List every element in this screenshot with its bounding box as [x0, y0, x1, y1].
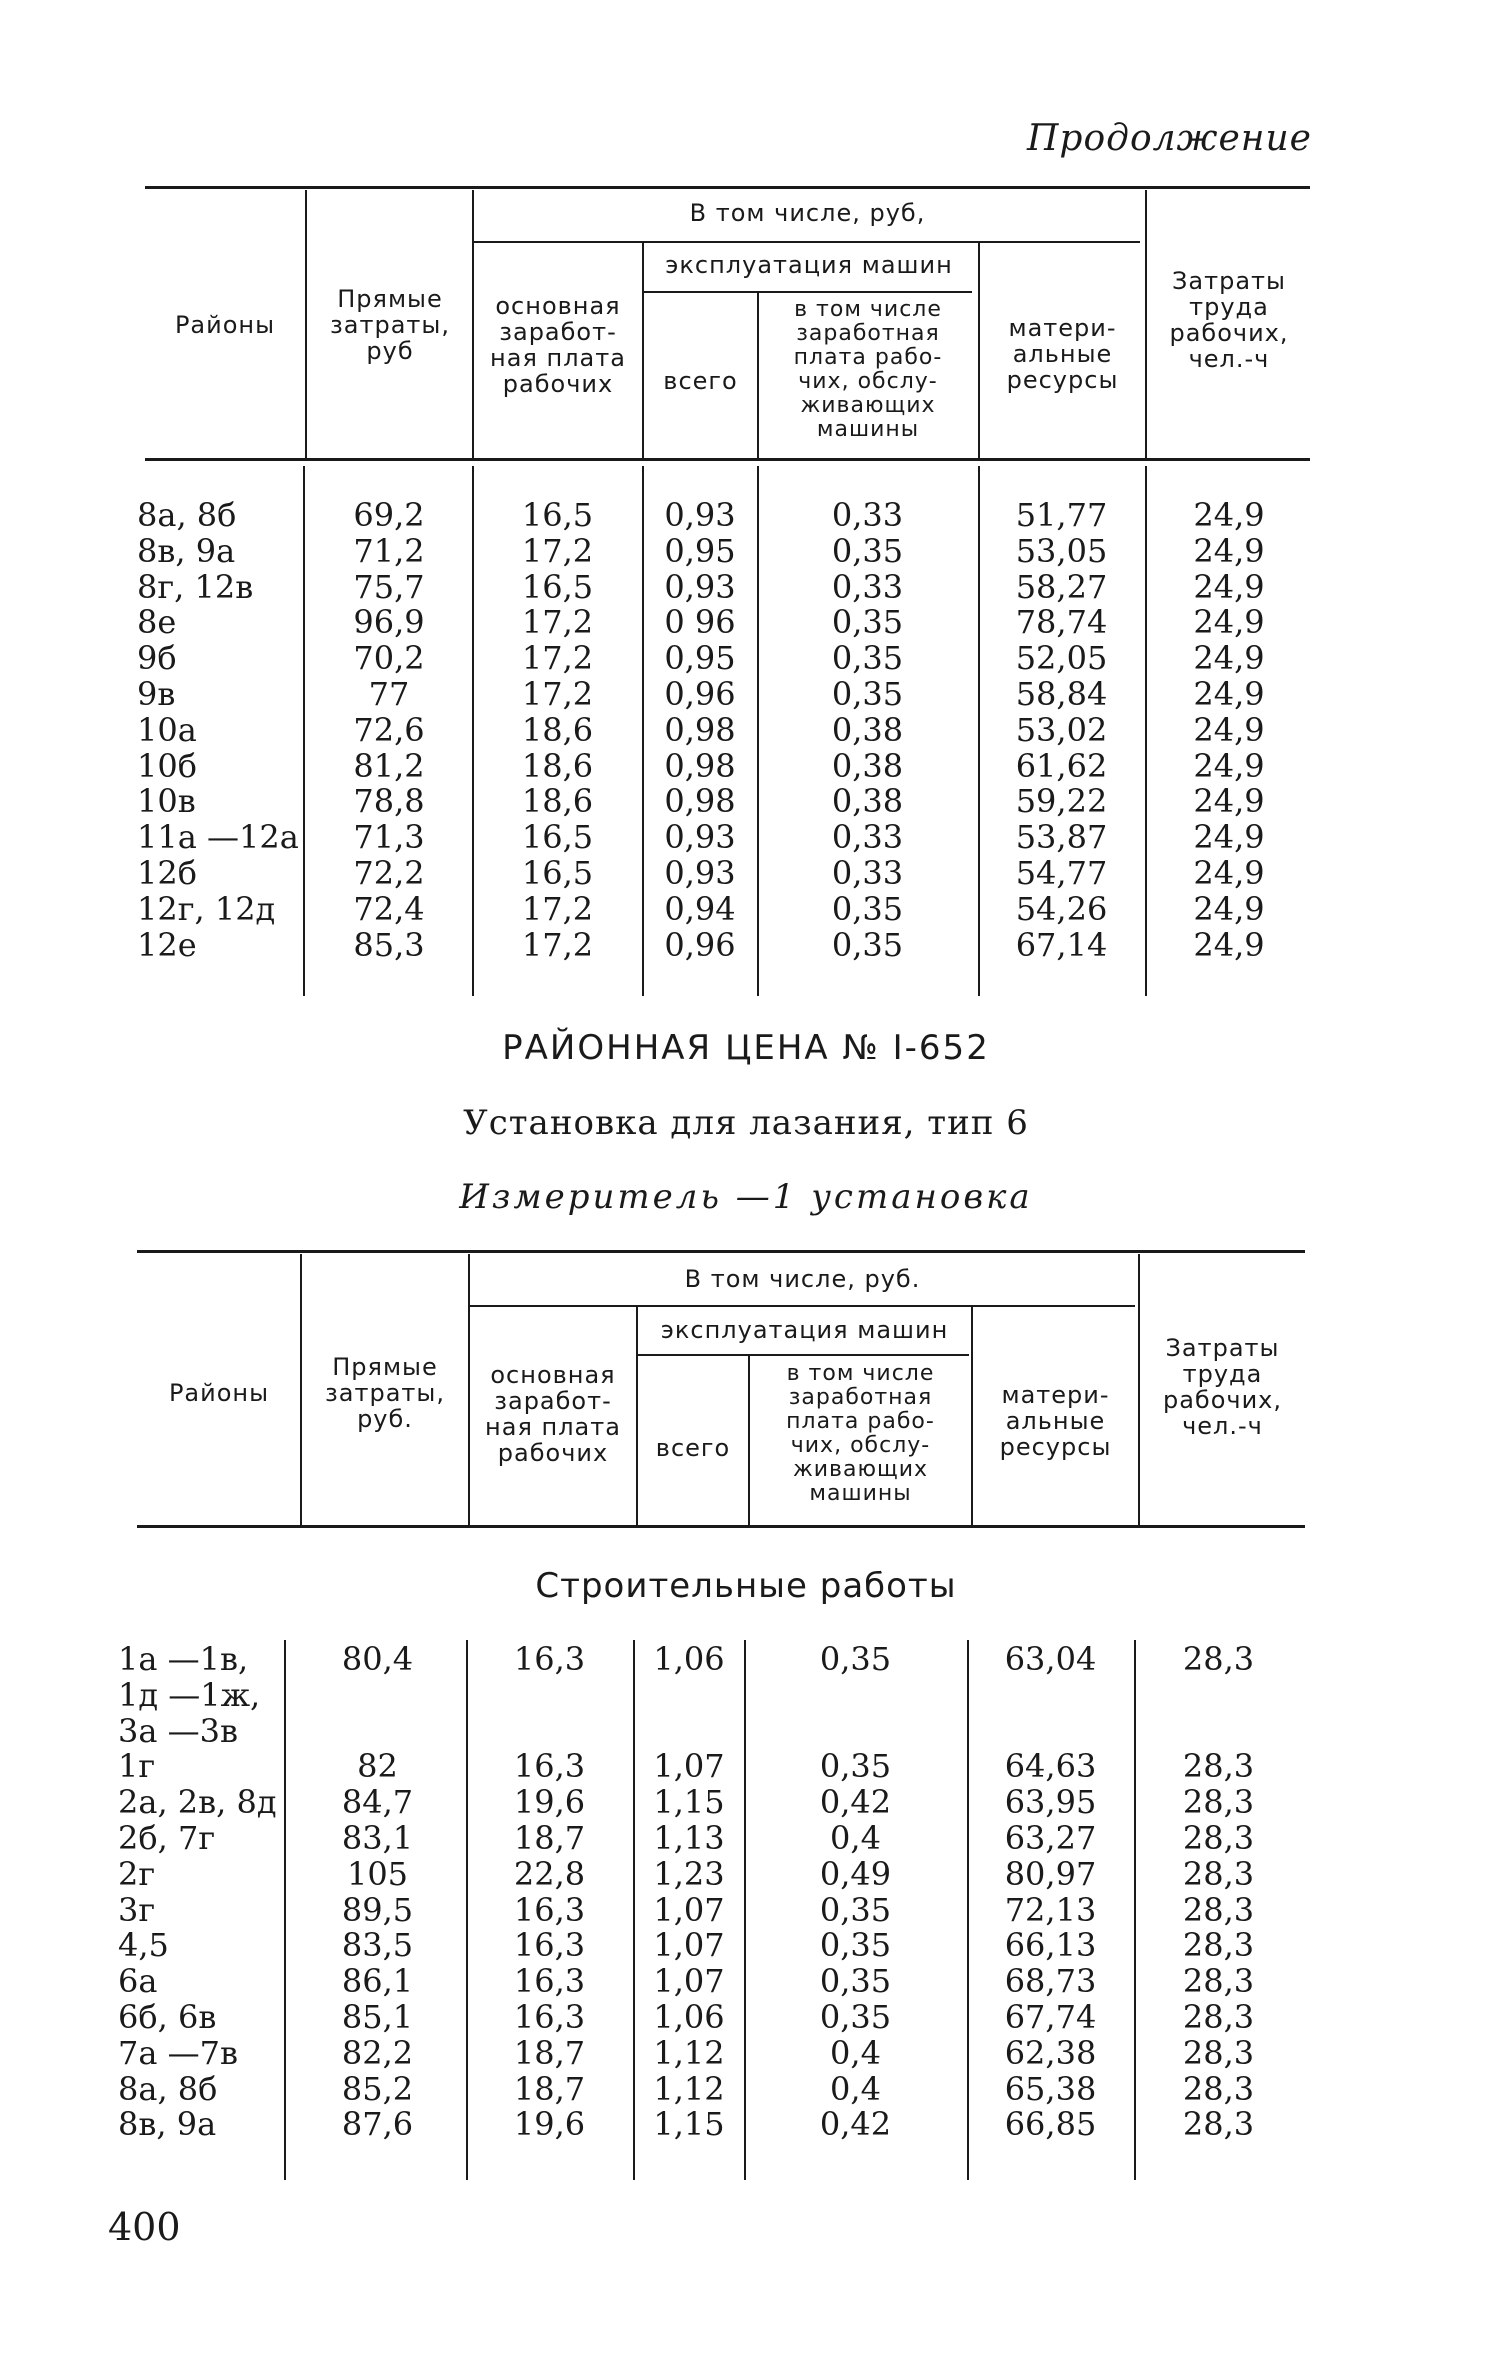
cell-incl: 0,4: [830, 2069, 881, 2108]
cell-wage: 17,2: [521, 639, 594, 678]
cell-mat: 65,38: [1004, 2069, 1097, 2108]
cell-mat: 72,13: [1004, 1890, 1097, 1929]
cell-incl: 0,35: [819, 1747, 892, 1786]
table-row: [0, 1999, 1492, 2035]
cell-total: 0,95: [664, 639, 736, 678]
cell-direct: 80,4: [341, 1640, 414, 1678]
measure-title: Измеритель —1 установка: [459, 1177, 1033, 1217]
cell-wage: 16,5: [521, 818, 594, 857]
cell-mat: 58,84: [1015, 675, 1108, 713]
cell-region: 6б, 6в: [118, 1998, 217, 2036]
cell-direct: 86,1: [341, 1962, 414, 2001]
cell-mat: 54,77: [1015, 854, 1108, 892]
cell-mat: 63,04: [1004, 1640, 1097, 1678]
cell-direct: 83,5: [341, 1926, 414, 1965]
cell-region: 8в, 9а: [118, 2105, 217, 2144]
cell-labor: 24,9: [1193, 639, 1265, 678]
cell-direct: 87,6: [341, 2105, 414, 2144]
header-total: всего: [655, 1434, 731, 1462]
cell-total: 1,15: [653, 1783, 725, 1822]
cell-labor: 28,3: [1182, 1998, 1255, 2036]
cell-incl: 0,35: [831, 925, 904, 964]
cell-labor: 24,9: [1193, 782, 1265, 821]
cell-labor: 28,3: [1182, 1819, 1255, 1857]
section-title: Строительные работы: [535, 1566, 957, 1606]
cell-total: 1,07: [653, 1926, 725, 1965]
cell-total: 0,95: [664, 531, 736, 570]
table-1-vrule: [305, 190, 307, 458]
cell-direct: 96,9: [353, 603, 425, 642]
cell-region: 12б: [137, 854, 197, 892]
cell-region: 3г: [118, 1890, 156, 1929]
cell-labor: 28,3: [1182, 1783, 1255, 1822]
continuation-label: Продолжение: [1027, 118, 1312, 159]
cell-region: 6а: [118, 1962, 158, 2001]
cell-incl: 0,35: [819, 1640, 892, 1678]
table-row: [0, 533, 1492, 569]
cell-labor: 28,3: [1182, 1890, 1255, 1929]
cell-direct: 77: [368, 675, 410, 713]
cell-region: 8е: [137, 603, 177, 642]
header-machine-operation: эксплуатация машин: [660, 1316, 949, 1344]
table-row: [0, 604, 1492, 640]
cell-total: 0,93: [664, 818, 736, 857]
cell-mat: 62,38: [1004, 2033, 1097, 2072]
cell-total: 0,93: [664, 854, 736, 892]
cell-labor: 28,3: [1182, 2033, 1255, 2072]
header-materials: матери- альные ресурсы: [1006, 314, 1119, 394]
cell-wage: 16,3: [513, 1998, 586, 2036]
cell-total: 0,98: [664, 746, 736, 785]
cell-incl: 0,35: [819, 1998, 892, 2036]
cell-incl: 0,35: [819, 1926, 892, 1965]
cell-labor: 24,9: [1193, 496, 1265, 534]
cell-region: 4,5: [118, 1926, 169, 1965]
header-incl-wage: в том числе заработная плата рабо- чих, обслу- живающих машины: [793, 297, 943, 442]
cell-region: 12г, 12д: [137, 889, 276, 928]
cell-region: 3а —3в: [118, 1711, 238, 1750]
cell-mat: 58,27: [1015, 567, 1108, 606]
cell-wage: 18,7: [513, 1819, 586, 1857]
cell-incl: 0,35: [831, 603, 904, 642]
cell-labor: 24,9: [1193, 854, 1265, 892]
cell-labor: 28,3: [1182, 1854, 1255, 1893]
cell-direct: 85,1: [341, 1998, 414, 2036]
cell-mat: 53,87: [1015, 818, 1108, 857]
cell-wage: 16,3: [513, 1640, 586, 1678]
cell-direct: 82: [357, 1747, 398, 1786]
table-row: [0, 891, 1492, 927]
table-row: [0, 1677, 1492, 1713]
cell-wage: 22,8: [513, 1854, 586, 1893]
cell-total: 0,93: [664, 496, 736, 534]
cell-wage: 18,6: [521, 710, 594, 749]
cell-incl: 0,38: [831, 710, 904, 749]
cell-total: 0,94: [664, 889, 736, 928]
table-row: [0, 1820, 1492, 1856]
cell-region: 10в: [137, 782, 196, 821]
cell-incl: 0,35: [819, 1962, 892, 2001]
table-row: [0, 676, 1492, 712]
cell-incl: 0,35: [831, 639, 904, 678]
header-including: В том числе, руб,: [689, 199, 926, 227]
cell-wage: 18,6: [521, 782, 594, 821]
cell-incl: 0,4: [830, 2033, 881, 2072]
cell-mat: 59,22: [1015, 782, 1108, 821]
cell-wage: 18,6: [521, 746, 594, 785]
cell-region: 2а, 2в, 8д: [118, 1783, 277, 1822]
cell-labor: 24,9: [1193, 889, 1265, 928]
cell-labor: 24,9: [1193, 567, 1265, 606]
cell-incl: 0,42: [819, 1783, 892, 1822]
cell-incl: 0,35: [831, 675, 904, 713]
cell-direct: 71,2: [353, 531, 425, 570]
install-title: Установка для лазания, тип 6: [463, 1103, 1029, 1143]
cell-direct: 72,6: [353, 710, 425, 749]
cell-incl: 0,38: [831, 782, 904, 821]
cell-labor: 24,9: [1193, 818, 1265, 857]
cell-wage: 16,5: [521, 567, 594, 606]
cell-labor: 28,3: [1182, 1747, 1255, 1786]
cell-region: 2б, 7г: [118, 1819, 216, 1857]
cell-direct: 75,7: [353, 567, 425, 606]
header-regions: Районы: [174, 311, 276, 339]
header-incl-wage: в том числе заработная плата рабо- чих, обслу- живающих машины: [786, 1361, 935, 1506]
cell-wage: 19,6: [513, 1783, 586, 1822]
cell-wage: 17,2: [521, 603, 594, 642]
header-base-wage: основная заработ- ная плата рабочих: [490, 292, 626, 398]
cell-direct: 89,5: [341, 1890, 414, 1929]
cell-incl: 0,35: [819, 1890, 892, 1929]
cell-labor: 24,9: [1193, 603, 1265, 642]
table-2-machine-rule: [636, 1354, 969, 1356]
cell-labor: 28,3: [1182, 2069, 1255, 2108]
table-row: [0, 783, 1492, 819]
cell-wage: 18,7: [513, 2069, 586, 2108]
cell-wage: 16,5: [521, 496, 594, 534]
cell-labor: 24,9: [1193, 746, 1265, 785]
table-row: [0, 712, 1492, 748]
table-1-including-rule: [472, 241, 1140, 243]
cell-labor: 28,3: [1182, 1640, 1255, 1678]
cell-incl: 0,33: [831, 854, 904, 892]
cell-mat: 78,74: [1015, 603, 1108, 642]
cell-region: 10а: [137, 710, 197, 749]
table-row: [0, 855, 1492, 891]
price-title: РАЙОННАЯ ЦЕНА № I-652: [502, 1028, 990, 1068]
table-row: [0, 1784, 1492, 1820]
cell-wage: 18,7: [513, 2033, 586, 2072]
cell-direct: 84,7: [341, 1783, 414, 1822]
table-1-machine-rule: [642, 291, 972, 293]
cell-wage: 16,3: [513, 1890, 586, 1929]
cell-mat: 80,97: [1004, 1854, 1097, 1893]
cell-labor: 24,9: [1193, 675, 1265, 713]
cell-direct: 72,4: [353, 889, 425, 928]
cell-labor: 24,9: [1193, 925, 1265, 964]
cell-total: 0 96: [664, 603, 736, 642]
cell-wage: 16,3: [513, 1926, 586, 1965]
table-1-top-rule: [145, 186, 1310, 189]
table-row: [0, 819, 1492, 855]
table-row: [0, 1856, 1492, 1892]
cell-total: 0,98: [664, 782, 736, 821]
page-number: 400: [108, 2205, 181, 2249]
cell-incl: 0,49: [819, 1854, 892, 1893]
cell-total: 1,07: [653, 1890, 725, 1929]
cell-wage: 17,2: [521, 925, 594, 964]
header-machine-operation: эксплуатация машин: [665, 251, 953, 279]
cell-total: 0,96: [664, 675, 736, 713]
cell-total: 1,23: [653, 1854, 725, 1893]
cell-total: 1,15: [653, 2105, 725, 2144]
cell-direct: 71,3: [353, 818, 425, 857]
cell-direct: 85,3: [353, 925, 425, 964]
cell-wage: 19,6: [513, 2105, 586, 2144]
table-1-header-bottom-rule: [145, 458, 1310, 461]
table-row: [0, 1641, 1492, 1677]
cell-mat: 67,74: [1004, 1998, 1097, 2036]
cell-direct: 69,2: [353, 496, 425, 534]
header-direct-costs: Прямые затраты, руб: [330, 285, 450, 365]
header-labor: Затраты труда рабочих, чел.-ч: [1162, 1334, 1283, 1440]
cell-total: 0,96: [664, 925, 736, 964]
cell-region: 11а —12а: [137, 818, 299, 857]
cell-incl: 0,4: [830, 1819, 881, 1857]
cell-direct: 70,2: [353, 639, 425, 678]
table-row: [0, 1963, 1492, 1999]
cell-total: 1,12: [653, 2033, 725, 2072]
table-2-vrule: [300, 1254, 302, 1525]
cell-mat: 68,73: [1004, 1962, 1097, 2001]
table-1-vrule: [1145, 190, 1147, 458]
cell-mat: 61,62: [1015, 746, 1108, 785]
cell-region: 1д —1ж,: [118, 1675, 261, 1714]
cell-region: 10б: [137, 746, 197, 785]
cell-labor: 28,3: [1182, 2105, 1255, 2144]
cell-mat: 66,13: [1004, 1926, 1097, 1965]
cell-mat: 52,05: [1015, 639, 1108, 678]
cell-total: 1,12: [653, 2069, 725, 2108]
cell-mat: 53,05: [1015, 531, 1108, 570]
cell-region: 8а, 8б: [118, 2069, 218, 2108]
cell-mat: 63,27: [1004, 1819, 1097, 1857]
cell-region: 1а —1в,: [118, 1640, 249, 1678]
table-row: [0, 2106, 1492, 2142]
header-base-wage: основная заработ- ная плата рабочих: [485, 1361, 621, 1467]
cell-mat: 63,95: [1004, 1783, 1097, 1822]
table-2-top-rule: [137, 1250, 1305, 1253]
header-materials: матери- альные ресурсы: [999, 1381, 1112, 1461]
cell-wage: 16,3: [513, 1747, 586, 1786]
table-row: [0, 927, 1492, 963]
cell-direct: 72,2: [353, 854, 425, 892]
header-direct-costs: Прямые затраты, руб.: [325, 1353, 445, 1433]
cell-region: 8а, 8б: [137, 496, 237, 534]
cell-region: 2г: [118, 1854, 156, 1893]
cell-wage: 16,3: [513, 1962, 586, 2001]
cell-incl: 0,35: [831, 531, 904, 570]
cell-mat: 67,14: [1015, 925, 1108, 964]
cell-mat: 66,85: [1004, 2105, 1097, 2144]
cell-region: 8г, 12в: [137, 567, 254, 606]
header-labor: Затраты труда рабочих, чел.-ч: [1169, 267, 1289, 373]
cell-mat: 51,77: [1015, 496, 1108, 534]
cell-labor: 28,3: [1182, 1926, 1255, 1965]
table-row: [0, 1748, 1492, 1784]
table-row: [0, 2035, 1492, 2071]
cell-region: 12е: [137, 925, 197, 964]
cell-labor: 24,9: [1193, 710, 1265, 749]
table-row: [0, 2071, 1492, 2107]
header-including: В том числе, руб.: [684, 1265, 921, 1293]
cell-region: 9б: [137, 639, 177, 678]
cell-labor: 28,3: [1182, 1962, 1255, 2001]
cell-incl: 0,42: [819, 2105, 892, 2144]
cell-direct: 83,1: [341, 1819, 414, 1857]
cell-incl: 0,33: [831, 567, 904, 606]
cell-incl: 0,33: [831, 496, 904, 534]
cell-wage: 17,2: [521, 531, 594, 570]
table-row: [0, 640, 1492, 676]
cell-total: 1,07: [653, 1747, 725, 1786]
cell-incl: 0,33: [831, 818, 904, 857]
table-2-including-rule: [470, 1305, 1135, 1307]
table-row: [0, 569, 1492, 605]
cell-total: 0,98: [664, 710, 736, 749]
cell-total: 1,06: [653, 1640, 725, 1678]
header-total: всего: [663, 367, 738, 395]
table-row: [0, 497, 1492, 533]
cell-region: 7а —7в: [118, 2033, 238, 2072]
table-2-header-bottom-rule: [137, 1525, 1305, 1528]
cell-total: 1,13: [653, 1819, 725, 1857]
cell-direct: 82,2: [341, 2033, 414, 2072]
cell-direct: 105: [346, 1854, 409, 1893]
cell-total: 1,07: [653, 1962, 725, 2001]
cell-total: 0,93: [664, 567, 736, 606]
cell-mat: 53,02: [1015, 710, 1108, 749]
cell-incl: 0,38: [831, 746, 904, 785]
table-row: [0, 1713, 1492, 1749]
table-row: [0, 748, 1492, 784]
cell-direct: 81,2: [353, 746, 425, 785]
header-regions: Районы: [168, 1379, 270, 1407]
cell-wage: 16,5: [521, 854, 594, 892]
cell-region: 9в: [137, 675, 176, 713]
table-row: [0, 1892, 1492, 1928]
cell-mat: 64,63: [1004, 1747, 1097, 1786]
cell-region: 1г: [118, 1747, 156, 1786]
cell-direct: 85,2: [341, 2069, 414, 2108]
cell-wage: 17,2: [521, 889, 594, 928]
cell-total: 1,06: [653, 1998, 725, 2036]
cell-mat: 54,26: [1015, 889, 1108, 928]
cell-incl: 0,35: [831, 889, 904, 928]
table-row: [0, 1927, 1492, 1963]
cell-wage: 17,2: [521, 675, 594, 713]
cell-region: 8в, 9а: [137, 531, 236, 570]
cell-labor: 24,9: [1193, 531, 1265, 570]
cell-direct: 78,8: [353, 782, 425, 821]
